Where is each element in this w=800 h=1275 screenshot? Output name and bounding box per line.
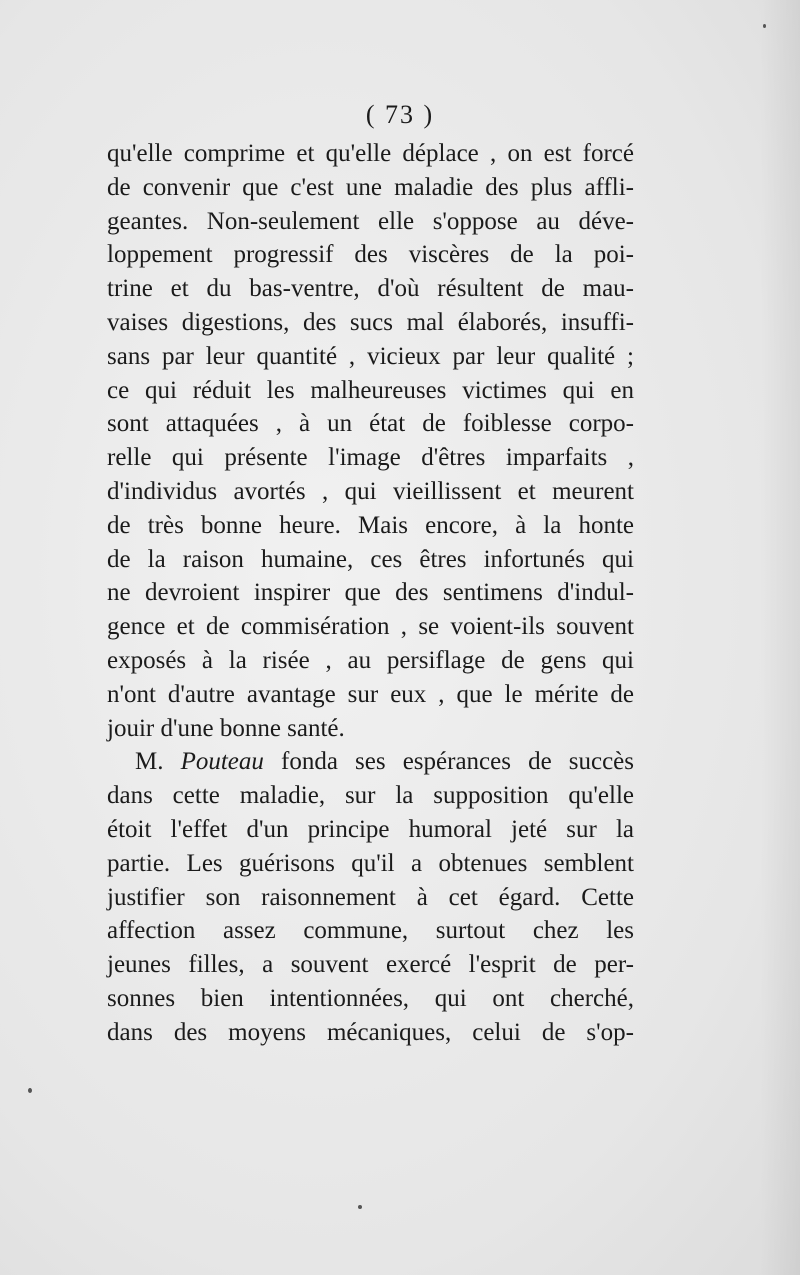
text-line: trine et du bas-ventre, d'où résultent de mau- bbox=[107, 275, 634, 303]
text-line: étoit l'effet d'un principe humoral jeté sur la bbox=[107, 815, 634, 843]
text-line: de convenir que c'est une maladie des plus affli- bbox=[107, 173, 634, 201]
author-prefix: M. bbox=[135, 748, 164, 776]
paragraph-1 bbox=[107, 137, 634, 745]
text-line: affection assez commune, surtout chez les bbox=[107, 917, 634, 945]
text-line: relle qui présente l'image d'êtres imparfaits , bbox=[107, 444, 634, 472]
ink-speck bbox=[28, 1088, 32, 1093]
text-line: qu'elle comprime et qu'elle déplace , on est forcé bbox=[107, 140, 634, 167]
body-text bbox=[107, 137, 634, 1050]
page-number: ( 73 ) bbox=[365, 100, 435, 129]
ink-speck bbox=[763, 24, 766, 28]
text-line: partie. Les guérisons qu'il a obtenues semblent bbox=[107, 849, 634, 877]
text-line: jouir d'une bonne santé. bbox=[107, 714, 345, 742]
text-line: sont attaquées , à un état de foiblesse corpo- bbox=[107, 410, 634, 438]
text-line: ce qui réduit les malheureuses victimes qui en bbox=[107, 376, 634, 404]
text-line: vaises digestions, des sucs mal élaborés, insuffi- bbox=[107, 308, 634, 336]
text-line: n'ont d'autre avantage sur eux , que le mérite de bbox=[107, 680, 634, 708]
text-line: sonnes bien intentionnées, qui ont cherché, bbox=[107, 984, 634, 1012]
text-line: sans par leur quantité , vicieux par leur qualité ; bbox=[107, 342, 634, 370]
paragraph-2 bbox=[107, 745, 634, 1049]
text-line: loppement progressif des viscères de la poi- bbox=[107, 241, 634, 269]
text-line: jeunes filles, a souvent exercé l'esprit de per- bbox=[107, 951, 634, 979]
text-line: dans des moyens mécaniques, celui de s'op- bbox=[107, 1018, 634, 1046]
text-line-rest: fonda ses espérances de succès bbox=[281, 748, 635, 776]
page-edge-shadow bbox=[760, 0, 800, 1275]
text-line: d'individus avortés , qui vieillissent et meurent bbox=[107, 477, 634, 505]
text-line: de très bonne heure. Mais encore, à la honte bbox=[107, 511, 634, 539]
text-line: de la raison humaine, ces êtres infortunés qui bbox=[107, 545, 634, 573]
text-line: geantes. Non-seulement elle s'oppose au déve- bbox=[107, 207, 634, 235]
text-line: gence et de commisération , se voient-ils souvent bbox=[107, 613, 634, 641]
text-line: exposés à la risée , au persiflage de gens qui bbox=[107, 646, 634, 674]
author-name: Pouteau bbox=[180, 748, 264, 776]
text-line bbox=[107, 745, 634, 779]
ink-speck bbox=[358, 1205, 362, 1209]
text-line: dans cette maladie, sur la supposition qu'elle bbox=[107, 782, 634, 810]
text-line: justifier son raisonnement à cet égard. Cette bbox=[107, 883, 634, 911]
text-line: ne devroient inspirer que des sentimens d'indul- bbox=[107, 579, 634, 607]
